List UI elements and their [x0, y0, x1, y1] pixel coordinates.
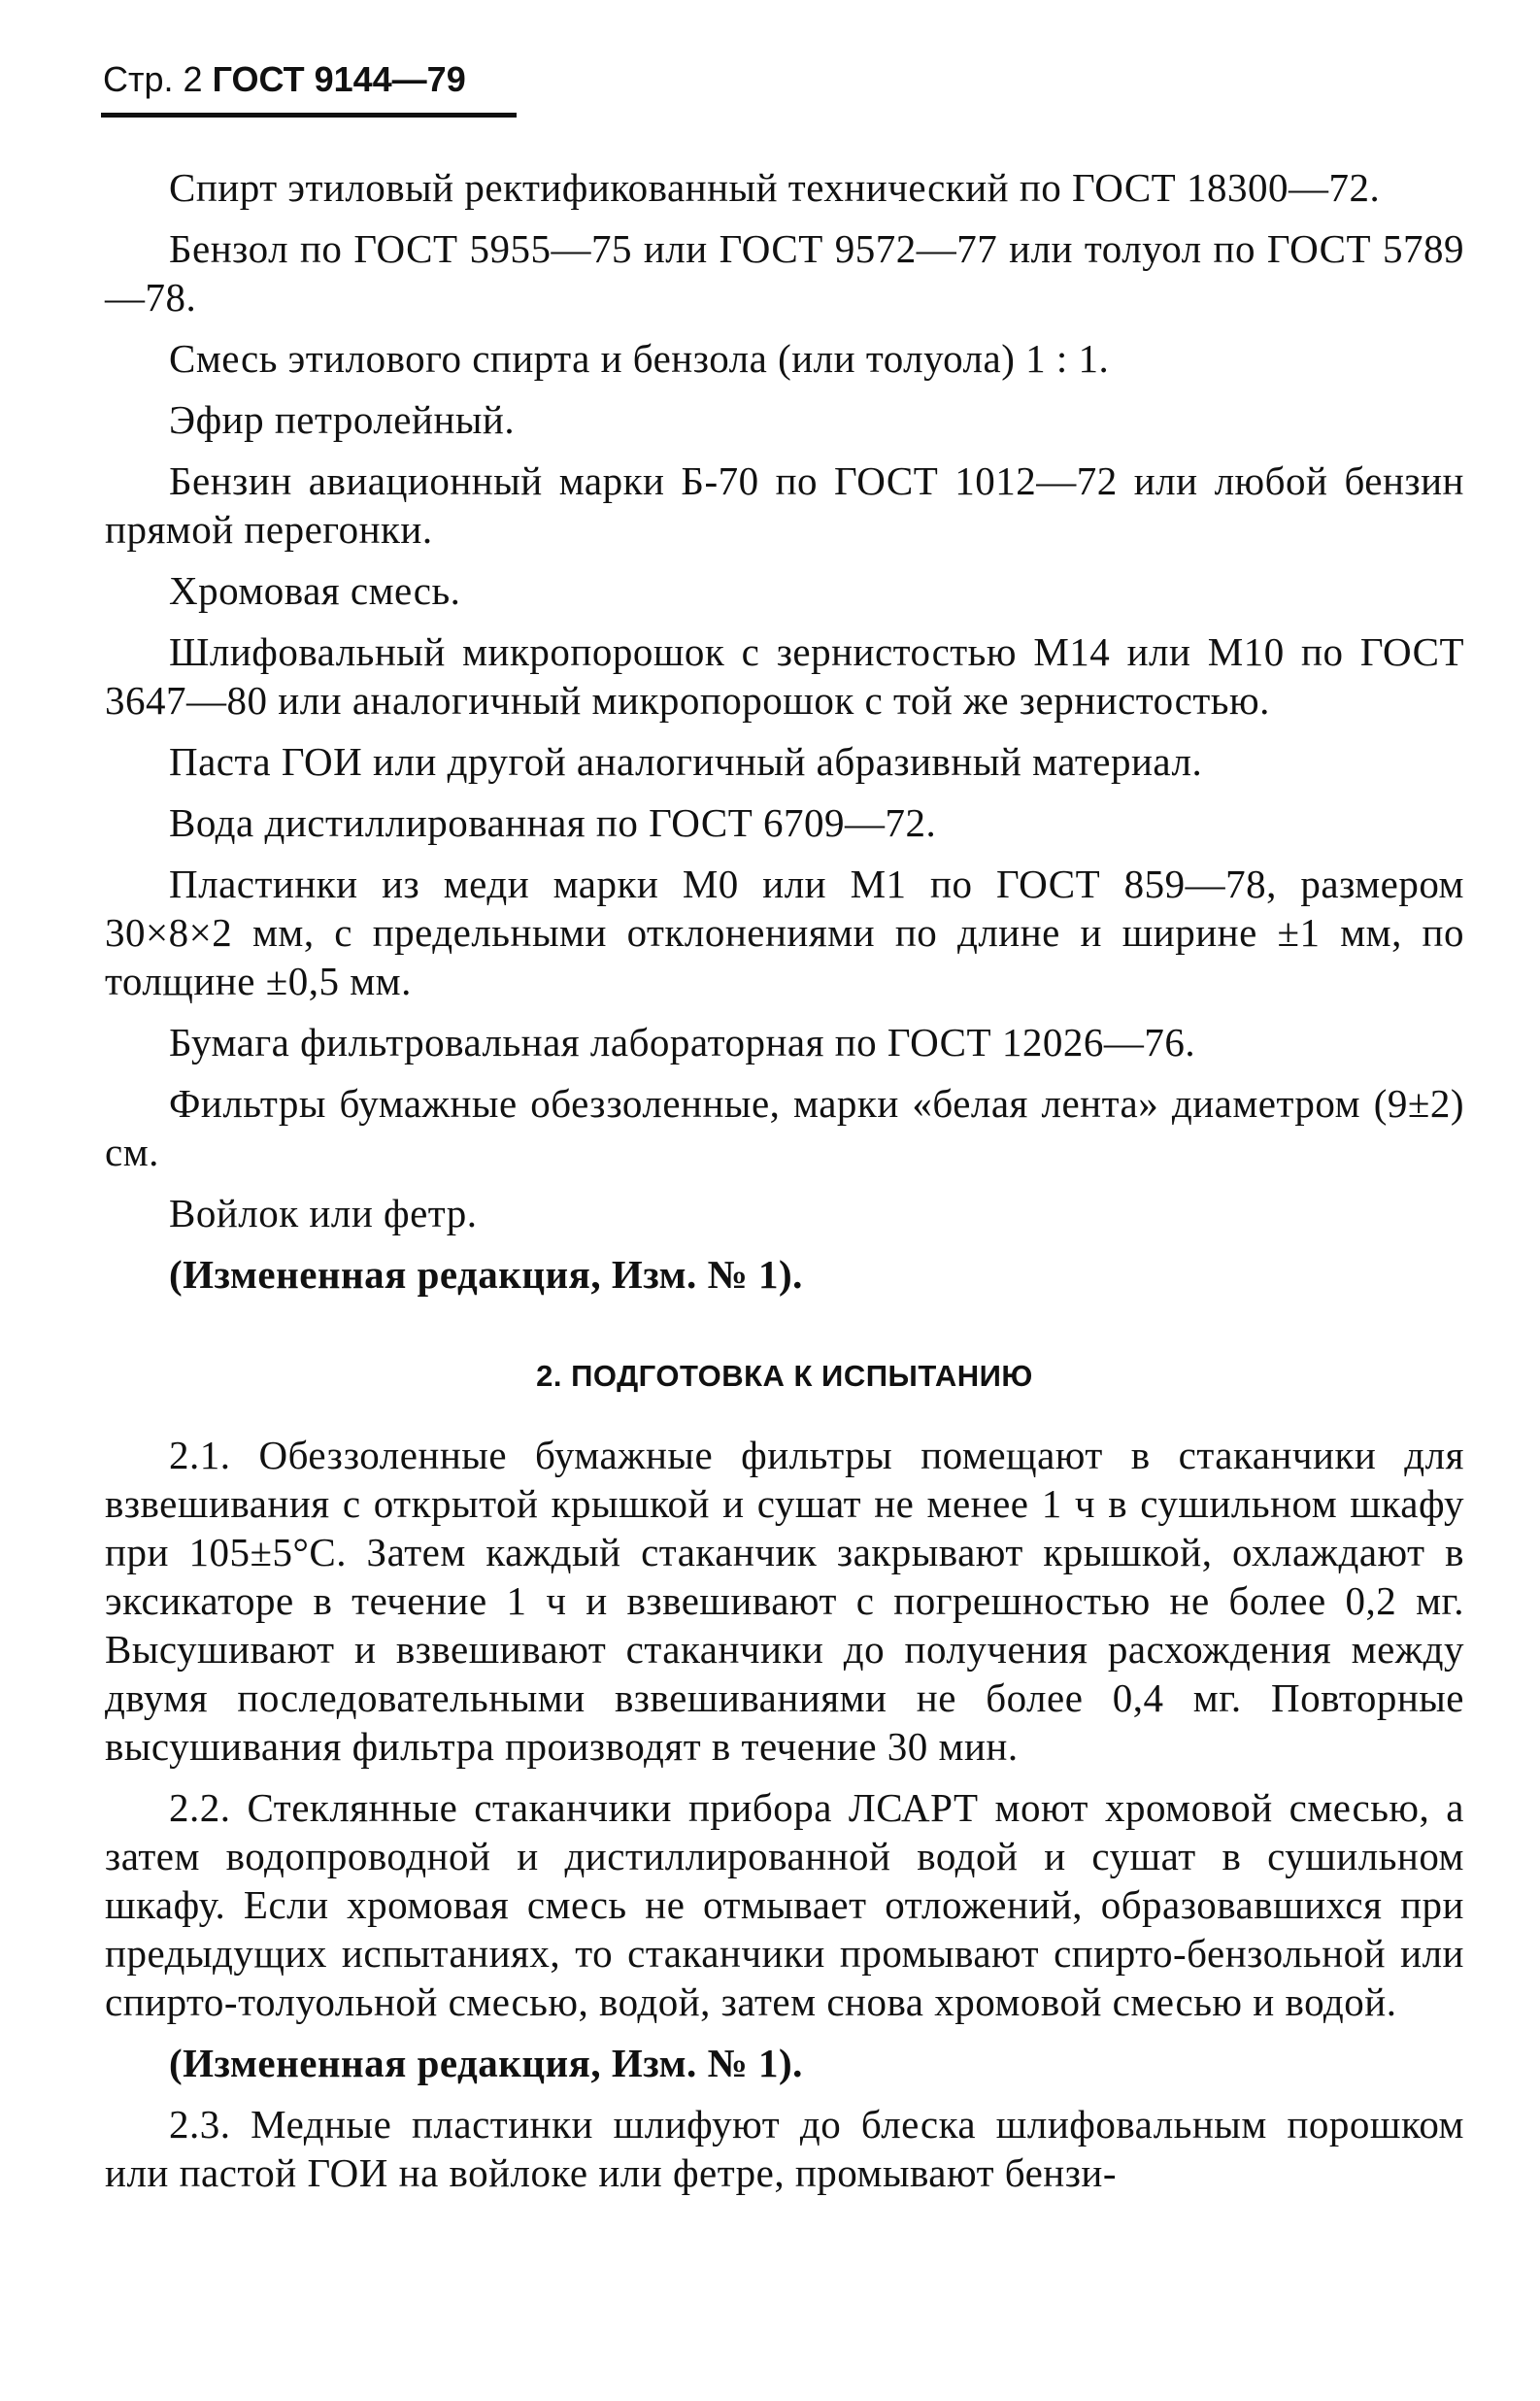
material-item-ethanol: Спирт этиловый ректификованный технический по ГОСТ 18300—72. [169, 165, 1381, 210]
paragraph-2-1: 2.1. Обеззоленные бумажные фильтры помещают в стаканчики для взвешивания с открытой крышкой и сушат не менее 1 ч в сушильном шкафу при 105±5°С. Затем каждый стаканчик закрывают крышкой, охлаждают в эксикаторе в течение 1 ч и взвешивают с погрешностью не более 0,2 мг. Высушивают и взвешивают стаканчики до получения расхождения между двумя последовательными взвешиваниями не более 0,4 мг. Повторные высушивания фильтра производят в течение 30 мин. [105, 1433, 1464, 1769]
page-number: Стр. 2 [103, 59, 203, 99]
header-rule [101, 113, 517, 118]
material-item-micropowder: Шлифовальный микропорошок с зернистостью М14 или М10 по ГОСТ 3647—80 или аналогичный микропорошок с той же зернистостью. [105, 629, 1464, 723]
material-item-chromic-mixture: Хромовая смесь. [169, 568, 461, 613]
material-item-gasoline: Бензин авиационный марки Б-70 по ГОСТ 1012—72 или любой бензин прямой перегонки. [105, 458, 1464, 552]
document-body [105, 163, 1464, 2210]
material-item-felt: Войлок или фетр. [169, 1191, 478, 1235]
material-item-filters: Фильтры бумажные обеззоленные, марки «белая лента» диаметром (9±2) см. [105, 1081, 1464, 1174]
paragraph-2-2: 2.2. Стеклянные стаканчики прибора ЛСАРТ моют хромовой смесью, а затем водопроводной и дистиллированной водой и сушат в сушильном шкафу. Если хромовая смесь не отмывает отложений, образовавшихся при предыдущих испытаниях, то стаканчики промывают спирто-бензольной или спирто-толуольной смесью, водой, затем снова хромовой смесью и водой. [105, 1785, 1464, 2024]
revision-note: (Измененная редакция, Изм. № 1). [169, 2041, 803, 2085]
page-header [103, 58, 466, 101]
paragraph-2-3: 2.3. Медные пластинки шлифуют до блеска шлифовальным порошком или пастой ГОИ на войлоке или фетре, промывают бензи- [105, 2102, 1464, 2195]
material-item-ether: Эфир петролейный. [169, 397, 516, 442]
revision-note: (Измененная редакция, Изм. № 1). [169, 1252, 803, 1297]
material-item-water: Вода дистиллированная по ГОСТ 6709—72. [169, 800, 937, 845]
material-item-filter-paper: Бумага фильтровальная лабораторная по ГОСТ 12026—76. [169, 1020, 1196, 1065]
section-title: 2. ПОДГОТОВКА К ИСПЫТАНИЮ [536, 1359, 1033, 1393]
material-item-paste: Паста ГОИ или другой аналогичный абразивный материал. [169, 739, 1203, 784]
material-item-copper-plates: Пластинки из меди марки М0 или М1 по ГОСТ 859—78, размером 30×8×2 мм, с предельными отклонениями по длине и ширине ±1 мм, по толщине ±0,5 мм. [105, 862, 1464, 1003]
material-item-mixture: Смесь этилового спирта и бензола (или толуола) 1 : 1. [169, 336, 1110, 381]
material-item-benzene: Бензол по ГОСТ 5955—75 или ГОСТ 9572—77 или толуол по ГОСТ 5789—78. [105, 226, 1464, 320]
standard-number: ГОСТ 9144—79 [212, 59, 466, 99]
